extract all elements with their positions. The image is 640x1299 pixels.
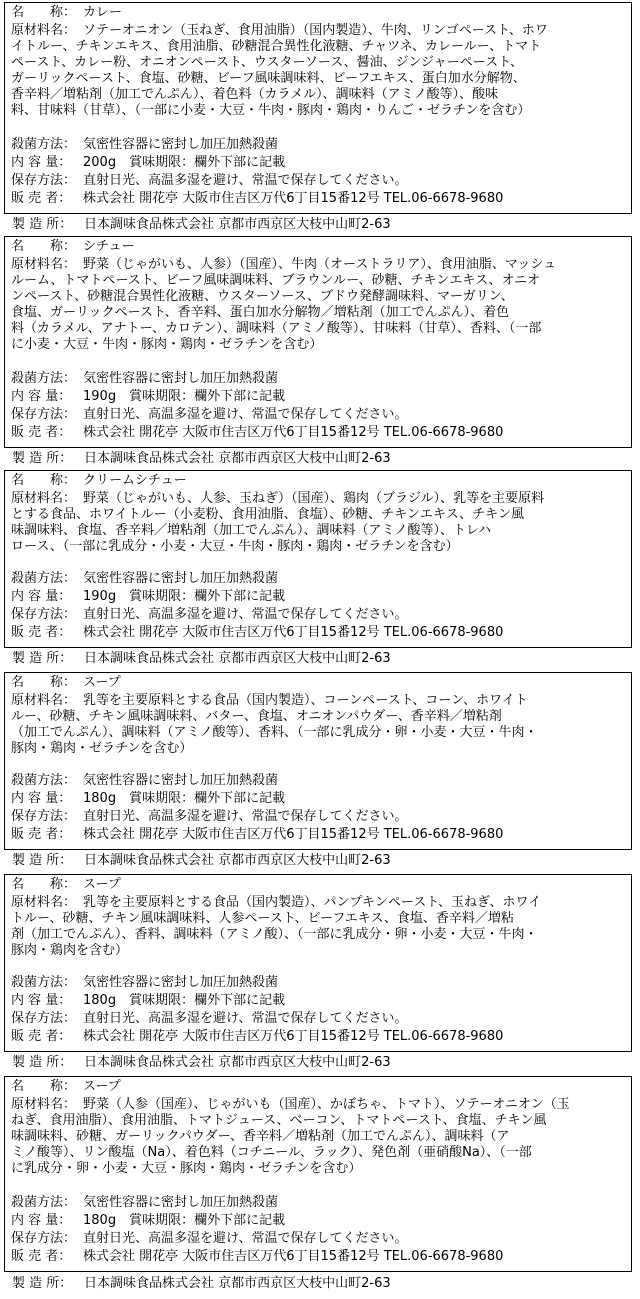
sterilization-label: 殺菌方法： <box>11 137 77 152</box>
sterilization-value: 気密性容器に密封し加圧加熱殺菌 <box>83 975 279 990</box>
content-row <box>11 791 627 807</box>
content-row <box>11 589 627 605</box>
manufacturer-value: 日本調味食品株式会社 京都市西京区大枝中山町2-63 <box>84 451 391 466</box>
sterilization-label: 殺菌方法： <box>11 571 77 586</box>
ingredients-line: ルー、砂糖、チキン風味調味料、バター、食塩、オニオンパウダー、香辛料／増粘剤 <box>11 709 502 724</box>
seller-row <box>11 191 627 207</box>
seller-label: 販 売 者： <box>11 625 72 640</box>
storage-row <box>11 1231 627 1247</box>
ingredients-line: 野菜（人参（国産）、じゃがいも（国産）、かぼちゃ、トマト）、ソテーオニオン（玉 <box>83 1097 570 1112</box>
manufacturer-row <box>12 217 391 233</box>
manufacturer-label: 製 造 所： <box>12 1055 73 1070</box>
product-name: スープ <box>83 1079 121 1094</box>
content-label: 内 容 量： <box>11 993 72 1008</box>
sterilization-label: 殺菌方法： <box>11 371 77 386</box>
label-panel-soup-corn <box>4 672 632 850</box>
ingredients-block <box>11 23 627 119</box>
name-label: 名 称： <box>11 239 77 254</box>
storage-value: 直射日光、高温多湿を避け、常温で保存してください。 <box>83 809 408 824</box>
name-row <box>11 675 627 691</box>
ingredients-line: トルー、砂糖、チキン風味調味料、人参ペースト、ビーフエキス、食塩、香辛料／増粘 <box>11 911 514 926</box>
seller-label: 販 売 者： <box>11 191 72 206</box>
ingredients-block <box>11 491 627 555</box>
sterilization-row <box>11 975 627 991</box>
storage-row <box>11 1011 627 1027</box>
name-label: 名 称： <box>11 473 77 488</box>
storage-value: 直射日光、高温多湿を避け、常温で保存してください。 <box>83 173 408 188</box>
manufacturer-value: 日本調味食品株式会社 京都市西京区大枝中山町2-63 <box>84 1055 391 1070</box>
content-value: 180g 賞味期限：欄外下部に記載 <box>83 993 286 1008</box>
content-label: 内 容 量： <box>11 791 72 806</box>
storage-label: 保存方法： <box>11 173 77 188</box>
ingredients-line: ねぎ、食用油脂）、食用油脂、トマトジュース、ベーコン、トマトペースト、食塩、チキン風 <box>11 1113 547 1128</box>
seller-value: 株式会社 開花亭 大阪市住吉区万代6丁目15番12号 TEL.06-6678-9680 <box>83 191 504 206</box>
ingredients-label: 原材料名： <box>11 693 77 708</box>
ingredients-line: 乳等を主要原料とする食品（国内製造）、コーンペースト、コーン、ホワイト <box>83 693 528 708</box>
ingredients-block <box>11 1097 627 1177</box>
content-row <box>11 993 627 1009</box>
ingredients-line: 料（カラメル、アナトー、カロテン）、調味料（アミノ酸等）、甘味料（甘草）、香料、（一部 <box>11 321 542 336</box>
ingredients-line: 野菜（じゃがいも、人参、玉ねぎ）（国産）、鶏肉（ブラジル）、乳等を主要原料 <box>83 491 545 506</box>
ingredients-label: 原材料名： <box>11 257 77 272</box>
storage-value: 直射日光、高温多湿を避け、常温で保存してください。 <box>83 607 408 622</box>
content-value: 180g 賞味期限：欄外下部に記載 <box>83 791 286 806</box>
content-value: 200g 賞味期限：欄外下部に記載 <box>83 155 286 170</box>
name-row <box>11 473 627 489</box>
storage-row <box>11 809 627 825</box>
storage-value: 直射日光、高温多湿を避け、常温で保存してください。 <box>83 1011 408 1026</box>
product-name: スープ <box>83 877 121 892</box>
seller-label: 販 売 者： <box>11 1249 72 1264</box>
ingredients-line: とする食品、ホワイトルー（小麦粉、食用油脂、食塩）、砂糖、チキンエキス、チキン風 <box>11 507 524 522</box>
ingredients-line: 剤（加工でんぷん）、香料、調味料（アミノ酸）、（一部に乳成分・卵・小麦・大豆・牛肉・ <box>11 927 538 942</box>
ingredients-line: に小麦・大豆・牛肉・豚肉・鶏肉・ゼラチンを含む） <box>11 337 323 352</box>
content-label: 内 容 量： <box>11 1213 72 1228</box>
product-name: クリームシチュー <box>83 473 187 488</box>
seller-row <box>11 425 627 441</box>
sterilization-label: 殺菌方法： <box>11 975 77 990</box>
sterilization-label: 殺菌方法： <box>11 773 77 788</box>
sterilization-row <box>11 137 627 153</box>
ingredients-line: ミノ酸等）、リン酸塩（Na）、着色料（コチニール、ラック）、発色剤（亜硝酸Na）、（一部 <box>11 1145 532 1160</box>
content-label: 内 容 量： <box>11 155 72 170</box>
manufacturer-label: 製 造 所： <box>12 853 73 868</box>
ingredients-label: 原材料名： <box>11 895 77 910</box>
name-label: 名 称： <box>11 1079 77 1094</box>
product-name: スープ <box>83 675 121 690</box>
manufacturer-row <box>12 1055 391 1071</box>
name-label: 名 称： <box>11 675 77 690</box>
seller-row <box>11 1029 627 1045</box>
name-label: 名 称： <box>11 877 77 892</box>
ingredients-line: 乳等を主要原料とする食品（国内製造）、パンプキンペースト、玉ねぎ、ホワイ <box>83 895 542 910</box>
content-row <box>11 389 627 405</box>
ingredients-label: 原材料名： <box>11 491 77 506</box>
product-name: カレー <box>83 5 123 20</box>
ingredients-line: ロース、（一部に乳成分・小麦・大豆・牛肉・豚肉・鶏肉・ゼラチンを含む） <box>11 539 459 554</box>
ingredients-line: 豚肉・鶏肉・ゼラチンを含む） <box>11 741 193 756</box>
ingredients-label: 原材料名： <box>11 23 77 38</box>
ingredients-line: 食塩、ガーリックペースト、香辛料、蛋白加水分解物／増粘剤（加工でんぷん）、着色 <box>11 305 510 320</box>
storage-value: 直射日光、高温多湿を避け、常温で保存してください。 <box>83 407 408 422</box>
sterilization-row <box>11 571 627 587</box>
ingredients-line: 香辛料／増粘剤（加工でんぷん）、着色料（カラメル）、調味料（アミノ酸等）、酸味 <box>11 87 499 102</box>
seller-label: 販 売 者： <box>11 1029 72 1044</box>
manufacturer-value: 日本調味食品株式会社 京都市西京区大枝中山町2-63 <box>84 217 391 232</box>
content-row <box>11 155 627 171</box>
sterilization-row <box>11 773 627 789</box>
content-row <box>11 1213 627 1229</box>
ingredients-line: 野菜（じゃがいも、人参）（国産）、牛肉（オーストラリア）、食用油脂、マッシュ <box>83 257 557 272</box>
content-label: 内 容 量： <box>11 589 72 604</box>
storage-label: 保存方法： <box>11 1011 77 1026</box>
content-value: 180g 賞味期限：欄外下部に記載 <box>83 1213 286 1228</box>
seller-value: 株式会社 開花亭 大阪市住吉区万代6丁目15番12号 TEL.06-6678-9680 <box>83 1029 504 1044</box>
seller-value: 株式会社 開花亭 大阪市住吉区万代6丁目15番12号 TEL.06-6678-9680 <box>83 625 504 640</box>
sterilization-value: 気密性容器に密封し加圧加熱殺菌 <box>83 1195 279 1210</box>
manufacturer-row <box>12 1276 391 1292</box>
manufacturer-value: 日本調味食品株式会社 京都市西京区大枝中山町2-63 <box>84 1276 391 1291</box>
content-label: 内 容 量： <box>11 389 72 404</box>
manufacturer-label: 製 造 所： <box>12 217 73 232</box>
ingredients-line: 味調味料、食塩、香辛料／増粘剤（加工でんぷん）、調味料（アミノ酸等）、トレハ <box>11 523 492 538</box>
sterilization-value: 気密性容器に密封し加圧加熱殺菌 <box>83 137 279 152</box>
name-row <box>11 1079 627 1095</box>
sterilization-value: 気密性容器に密封し加圧加熱殺菌 <box>83 371 279 386</box>
manufacturer-label: 製 造 所： <box>12 1276 73 1291</box>
label-panel-curry <box>4 2 632 214</box>
storage-label: 保存方法： <box>11 607 77 622</box>
seller-label: 販 売 者： <box>11 827 72 842</box>
content-value: 190g 賞味期限：欄外下部に記載 <box>83 389 286 404</box>
seller-label: 販 売 者： <box>11 425 72 440</box>
storage-row <box>11 607 627 623</box>
ingredients-line: ペースト、カレー粉、オニオンペースト、ウスターソース、醤油、ジンジャーペースト、 <box>11 55 523 70</box>
ingredients-block <box>11 693 627 757</box>
label-panel-cream-stew <box>4 470 632 648</box>
sterilization-row <box>11 371 627 387</box>
ingredients-line: 料、甘味料（甘草）、（一部に小麦・大豆・牛肉・豚肉・鶏肉・りんご・ゼラチンを含む） <box>11 103 531 118</box>
storage-row <box>11 173 627 189</box>
seller-value: 株式会社 開花亭 大阪市住吉区万代6丁目15番12号 TEL.06-6678-9680 <box>83 425 504 440</box>
sterilization-value: 気密性容器に密封し加圧加熱殺菌 <box>83 773 279 788</box>
storage-value: 直射日光、高温多湿を避け、常温で保存してください。 <box>83 1231 408 1246</box>
name-row <box>11 239 627 255</box>
label-panel-soup-pumpkin <box>4 874 632 1052</box>
ingredients-line: ンペースト、砂糖混合異性化液糖、ウスターソース、ブドウ発酵調味料、マーガリン、 <box>11 289 514 304</box>
manufacturer-label: 製 造 所： <box>12 651 73 666</box>
manufacturer-row <box>12 451 391 467</box>
seller-row <box>11 827 627 843</box>
manufacturer-label: 製 造 所： <box>12 451 73 466</box>
seller-row <box>11 625 627 641</box>
name-row <box>11 5 627 21</box>
sterilization-label: 殺菌方法： <box>11 1195 77 1210</box>
storage-row <box>11 407 627 423</box>
content-value: 190g 賞味期限：欄外下部に記載 <box>83 589 286 604</box>
ingredients-label: 原材料名： <box>11 1097 77 1112</box>
storage-label: 保存方法： <box>11 1231 77 1246</box>
manufacturer-value: 日本調味食品株式会社 京都市西京区大枝中山町2-63 <box>84 651 391 666</box>
ingredients-line: 味調味料、砂糖、ガーリックパウダー、香辛料／増粘剤（加工でんぷん）、調味料（ア <box>11 1129 510 1144</box>
ingredients-line: イトルー、チキンエキス、食用油脂、砂糖混合異性化液糖、チャツネ、カレールー、トマト <box>11 39 542 54</box>
storage-label: 保存方法： <box>11 809 77 824</box>
manufacturer-row <box>12 853 391 869</box>
ingredients-block <box>11 257 627 353</box>
ingredients-line: ルーム、トマトペースト、ビーフ風味調味料、ブラウンルー、砂糖、チキンエキス、オニオ <box>11 273 541 288</box>
seller-value: 株式会社 開花亭 大阪市住吉区万代6丁目15番12号 TEL.06-6678-9680 <box>83 1249 504 1264</box>
ingredients-line: （加工でんぷん）、調味料（アミノ酸等）、香料、（一部に乳成分・卵・小麦・大豆・牛肉・ <box>11 725 538 740</box>
label-panel-stew <box>4 236 632 448</box>
manufacturer-value: 日本調味食品株式会社 京都市西京区大枝中山町2-63 <box>84 853 391 868</box>
seller-value: 株式会社 開花亭 大阪市住吉区万代6丁目15番12号 TEL.06-6678-9680 <box>83 827 504 842</box>
sterilization-value: 気密性容器に密封し加圧加熱殺菌 <box>83 571 279 586</box>
manufacturer-row <box>12 651 391 667</box>
name-row <box>11 877 627 893</box>
ingredients-block <box>11 895 627 959</box>
sterilization-row <box>11 1195 627 1211</box>
storage-label: 保存方法： <box>11 407 77 422</box>
product-name: シチュー <box>83 239 135 254</box>
ingredients-line: ガーリックペースト、食塩、砂糖、ビーフ風味調味料、ビーフエキス、蛋白加水分解物、 <box>11 71 526 86</box>
label-panel-soup-tomato <box>4 1076 632 1272</box>
name-label: 名 称： <box>11 5 77 20</box>
ingredients-line: ソテーオニオン（玉ねぎ、食用油脂）（国内製造）、牛肉、リンゴペースト、ホワ <box>83 23 548 38</box>
ingredients-line: 豚肉・鶏肉を含む） <box>11 943 129 958</box>
seller-row <box>11 1249 627 1265</box>
ingredients-line: に乳成分・卵・小麦・大豆・豚肉・鶏肉・ゼラチンを含む） <box>11 1161 362 1176</box>
